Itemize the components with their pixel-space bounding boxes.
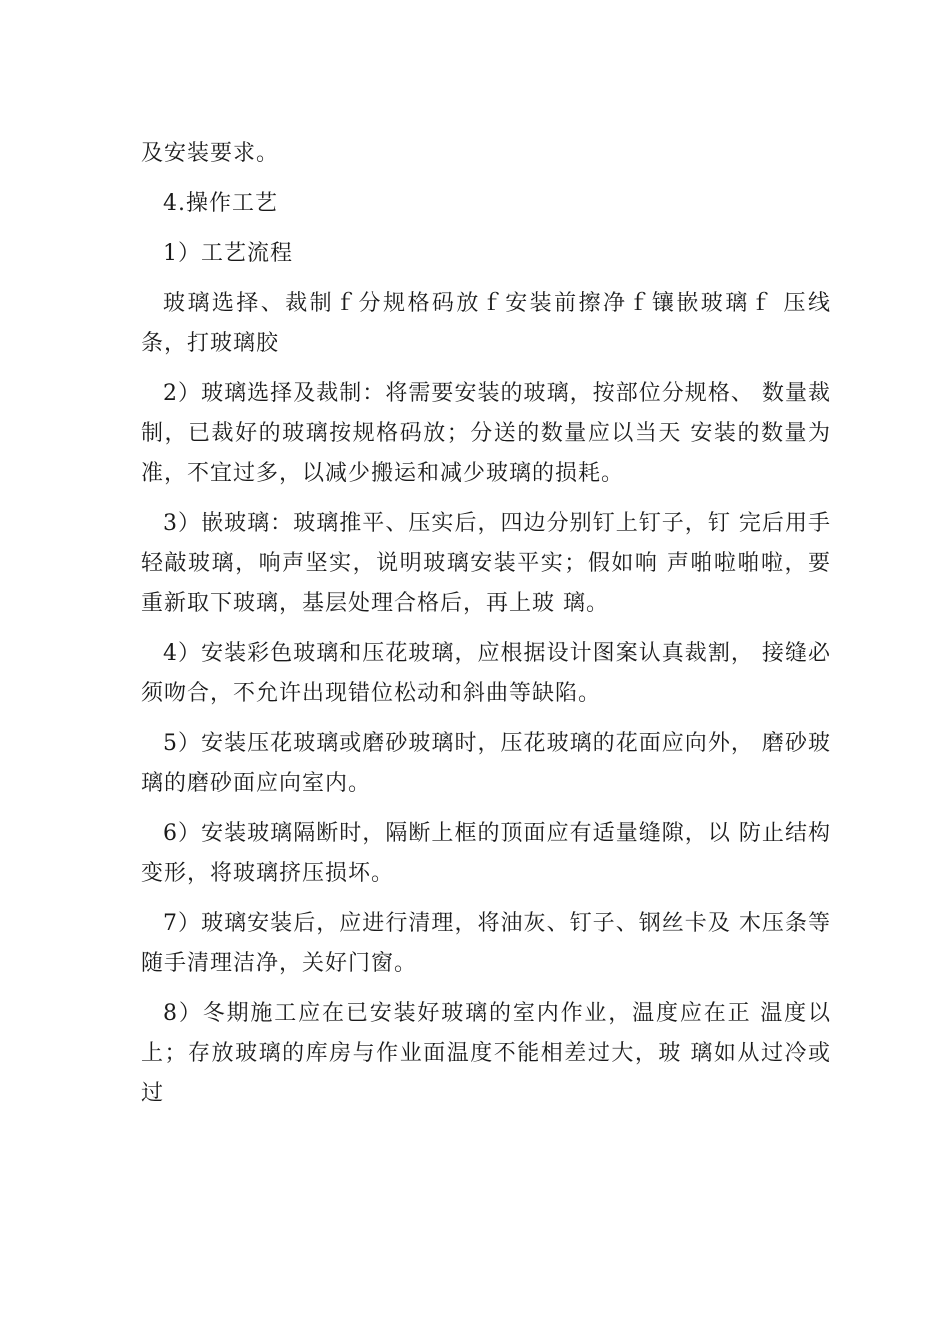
- document-body: [141, 134, 831, 1124]
- section-heading-operation-process: 4.操作工艺: [163, 191, 278, 216]
- paragraph-continuation: 及安装要求。: [141, 141, 280, 166]
- subsection-heading-process-flow: 1）工艺流程: [163, 241, 293, 266]
- paragraph-process-flow: 玻璃选择、裁制ｆ分规格码放ｆ安装前擦净ｆ镶嵌玻璃ｆ 压线条，打玻璃胶: [141, 291, 831, 356]
- paragraph-item-5: 5）安装压花玻璃或磨砂玻璃时，压花玻璃的花面应向外， 磨砂玻璃的磨砂面应向室内。: [141, 731, 831, 796]
- paragraph-item-8: 8）冬期施工应在已安装好玻璃的室内作业，温度应在正 温度以上；存放玻璃的库房与作业面温度不能相差过大，玻 璃如从过冷或过: [141, 1001, 831, 1106]
- paragraph-item-4: 4）安装彩色玻璃和压花玻璃，应根据设计图案认真裁割， 接缝必须吻合，不允许出现错位松动和斜曲等缺陷。: [141, 641, 831, 706]
- paragraph-item-7: 7）玻璃安装后，应进行清理，将油灰、钉子、钢丝卡及 木压条等随手清理洁净，关好门窗。: [141, 911, 831, 976]
- paragraph-item-3: 3）嵌玻璃：玻璃推平、压实后，四边分别钉上钉子，钉 完后用手轻敲玻璃，响声坚实，说明玻璃安装平实；假如响 声啪啦啪啦，要重新取下玻璃，基层处理合格后，再上玻 璃。: [141, 511, 831, 616]
- paragraph-item-2: 2）玻璃选择及裁制：将需要安装的玻璃，按部位分规格、 数量裁制，已裁好的玻璃按规格码放；分送的数量应以当天 安装的数量为准，不宜过多，以减少搬运和减少玻璃的损耗。: [141, 381, 831, 486]
- paragraph-item-6: 6）安装玻璃隔断时，隔断上框的顶面应有适量缝隙，以 防止结构变形，将玻璃挤压损坏。: [141, 821, 831, 886]
